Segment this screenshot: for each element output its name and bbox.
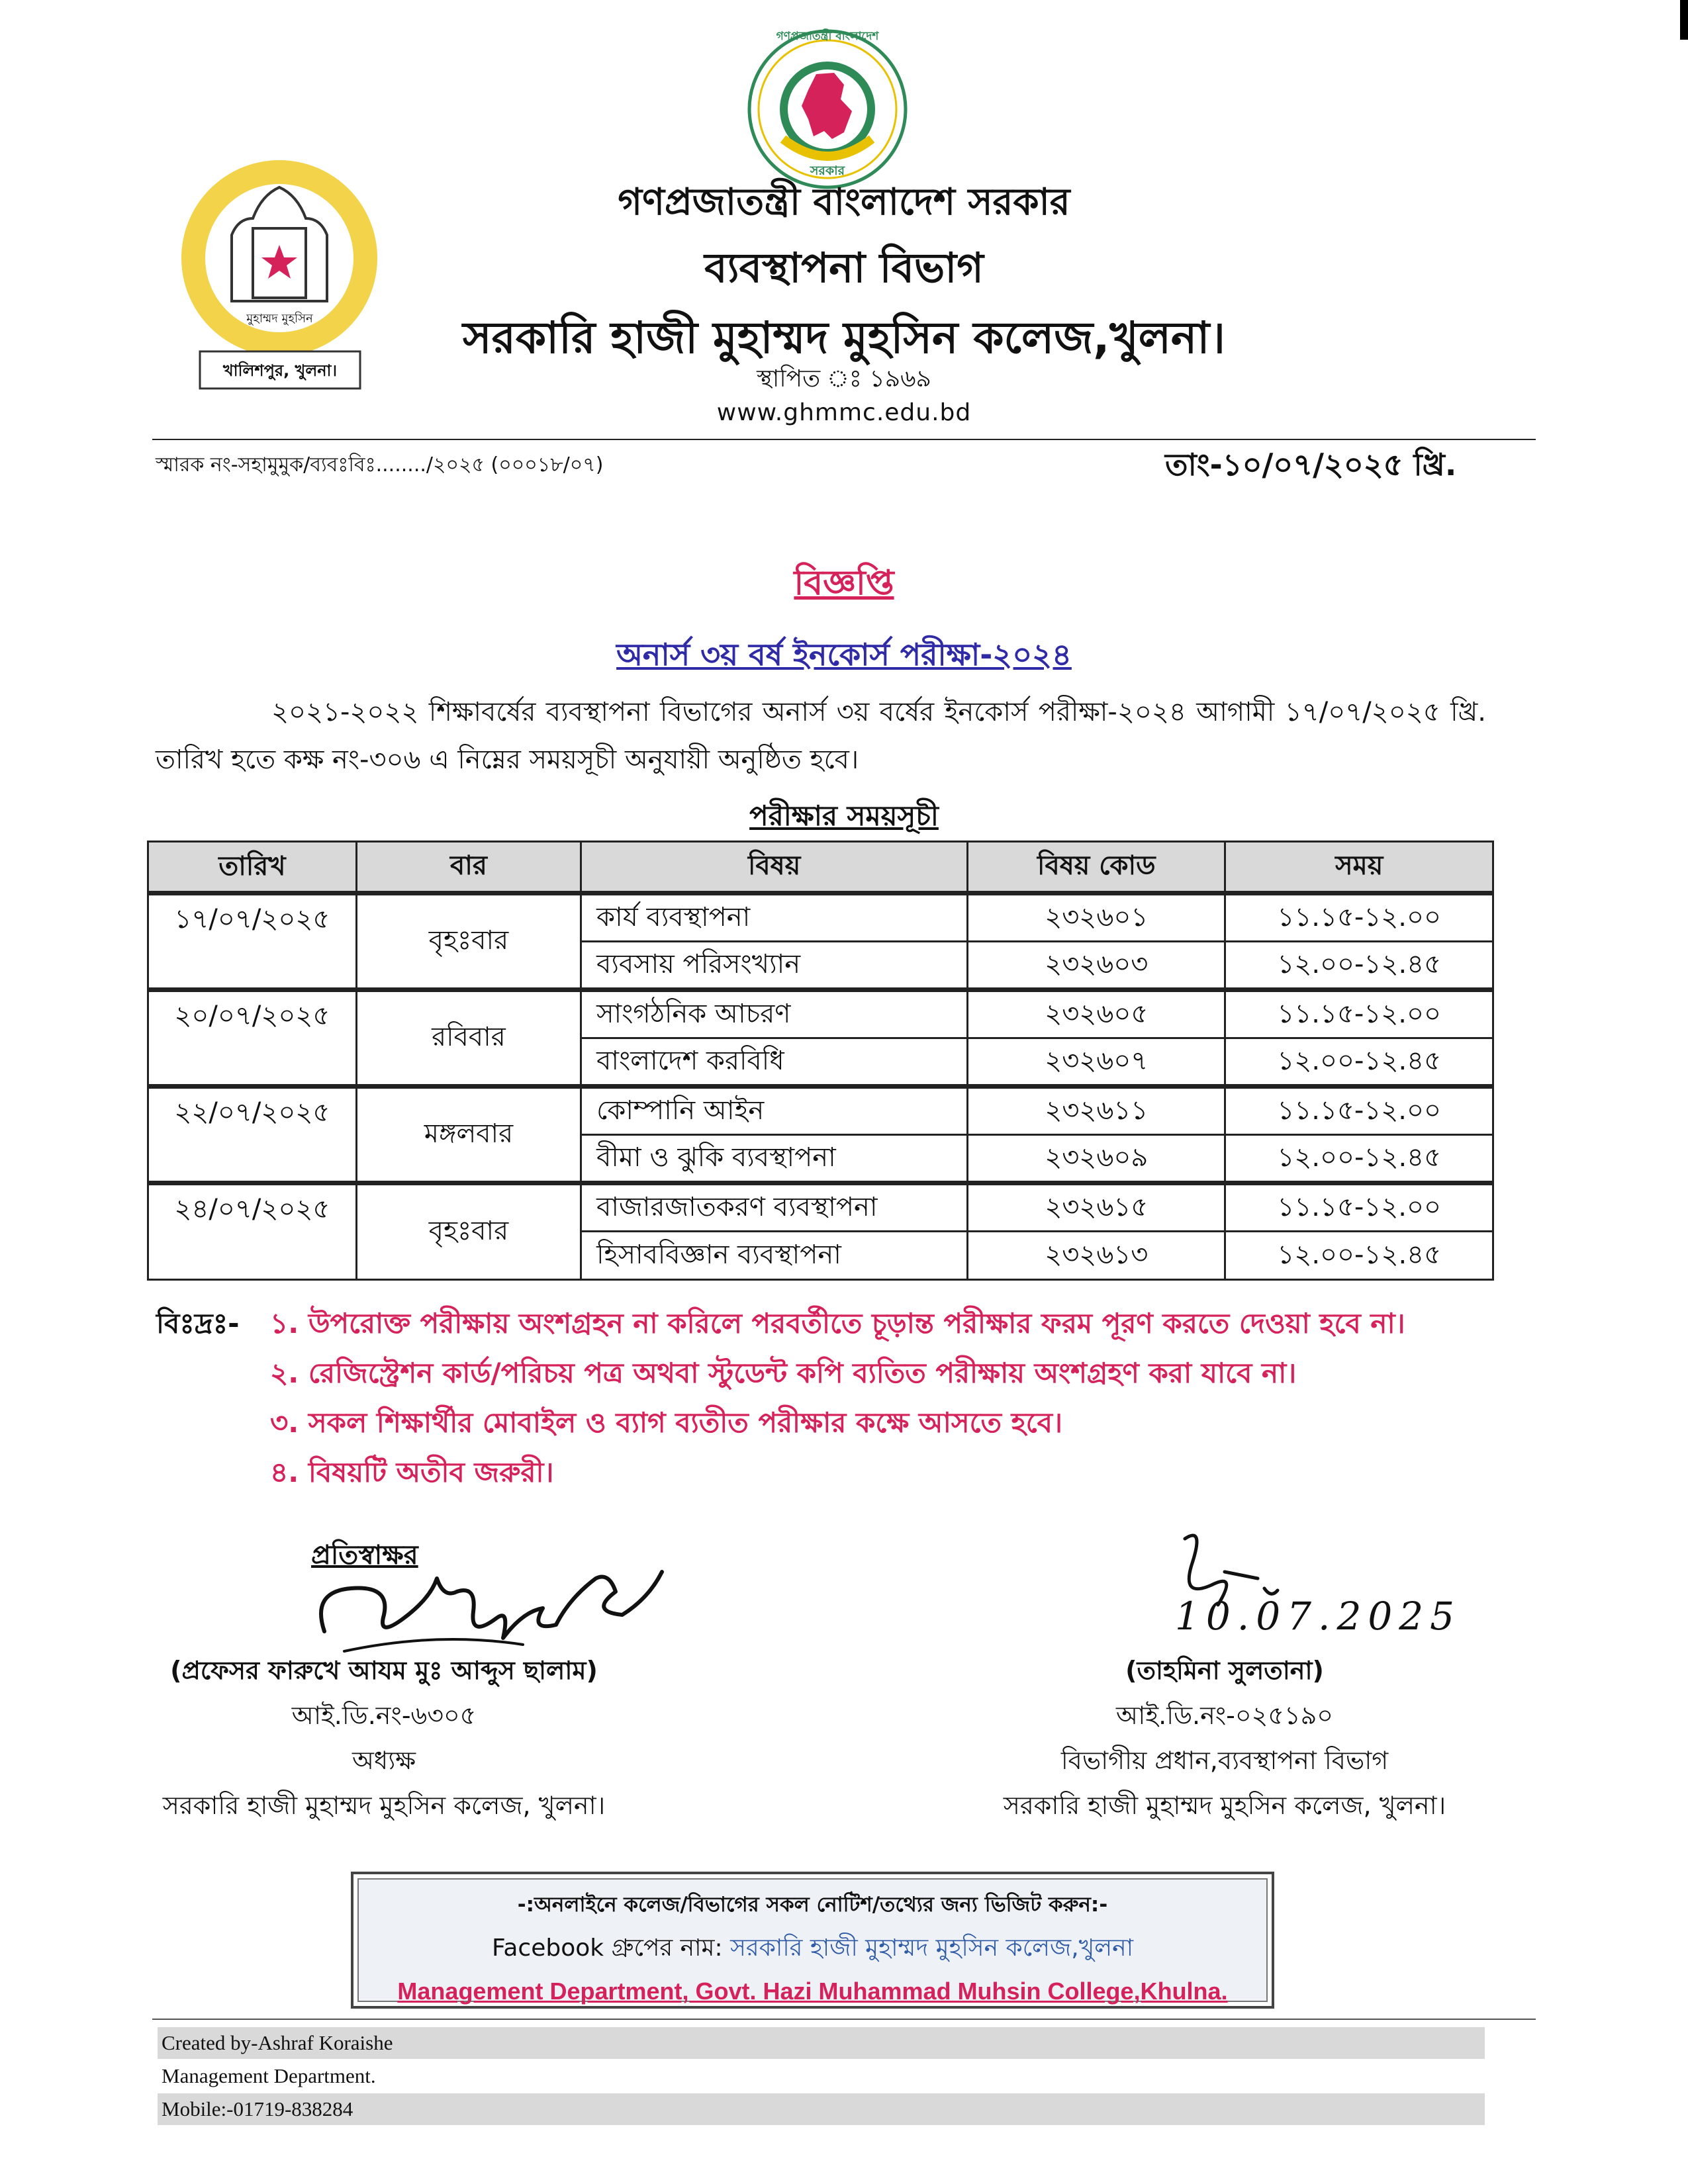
table-row <box>148 1087 1493 1135</box>
table-row <box>148 1183 1493 1232</box>
principal-college: সরকারি হাজী মুহাম্মদ মুহসিন কলেজ, খুলনা। <box>162 1791 606 1820</box>
facebook-label: Facebook গ্রুপের নাম: <box>491 1934 723 1962</box>
exam-date: ২০/০৭/২০২৫ <box>148 990 357 1087</box>
head-id: আই.ডি.নং-০২৫১৯০ <box>1116 1701 1333 1730</box>
exam-date: ২২/০৭/২০২৫ <box>148 1087 357 1183</box>
notice-subtitle: অনার্স ৩য় বর্ষ ইনকোর্স পরীক্ষা-২০২৪ <box>616 637 1072 672</box>
exam-time: ১১.১৫-১২.০০ <box>1225 1183 1493 1232</box>
issue-date: তাং-১০/০৭/২০২৫ খ্রি. <box>1165 447 1457 482</box>
header-date: তারিখ <box>148 842 357 893</box>
college-name: সরকারি হাজী মুহাম্মদ মুহসিন কলেজ,খুলনা। <box>462 312 1226 363</box>
exam-subject: কার্য ব্যবস্থাপনা <box>581 893 968 942</box>
header-subject: বিষয় <box>581 842 968 893</box>
head-signature-block <box>966 1648 1483 1828</box>
countersign-label: প্রতিস্বাক্ষর <box>311 1540 418 1570</box>
facebook-line <box>359 1923 1266 1970</box>
college-logo-place: খালিশপুর, খুলনা। <box>222 361 338 380</box>
exam-date: ২৪/০৭/২০২৫ <box>148 1183 357 1280</box>
note-item: ৩. সকল শিক্ষার্থীর মোবাইল ও ব্যাগ ব্যতীত পরীক্ষার কক্ষে আসতে হবে। <box>270 1406 1062 1439</box>
credit-department: Management Department. <box>162 2064 376 2087</box>
notice-title: বিজ্ঞপ্তি <box>794 563 894 603</box>
exam-date: ১৭/০৭/২০২৫ <box>148 893 357 990</box>
note-item: ৪. বিষয়টি অতীব জরুরী। <box>270 1456 554 1488</box>
memo-number: স্মারক নং-সহামুমুক/ব্যবঃবিঃ......../২০২৫ (০০০১৮/০৭) <box>156 453 604 477</box>
facebook-group-link[interactable]: Management Department, Govt. Hazi Muhammad Muhsin College,Khulna. <box>397 1978 1228 2005</box>
college-logo-inner-name: মুহাম্মদ মুহসিন <box>246 312 313 326</box>
credit-mobile: Mobile:-01719-838284 <box>158 2093 1485 2125</box>
head-college: সরকারি হাজী মুহাম্মদ মুহসিন কলেজ, খুলনা। <box>1003 1791 1446 1820</box>
exam-code: ২৩২৬০৯ <box>968 1135 1225 1183</box>
principal-signature-block <box>119 1648 649 1828</box>
exam-time: ১২.০০-১২.৪৫ <box>1225 1038 1493 1087</box>
table-header-row <box>148 842 1493 893</box>
schedule-title: পরীক্ষার সময়সূচী <box>749 799 939 832</box>
header-day: বার <box>356 842 581 893</box>
online-info-inner <box>357 1878 1268 2005</box>
principal-title: অধ্যক্ষ <box>352 1746 416 1775</box>
exam-time: ১১.১৫-১২.০০ <box>1225 990 1493 1038</box>
exam-subject: বাংলাদেশ করবিধি <box>581 1038 968 1087</box>
scan-edge-mark <box>1680 0 1688 40</box>
exam-subject: বাজারজাতকরণ ব্যবস্থাপনা <box>581 1183 968 1232</box>
header-divider <box>152 439 1536 440</box>
exam-time: ১২.০০-১২.৪৫ <box>1225 1232 1493 1280</box>
notes-label: বিঃদ্রঃ- <box>156 1307 240 1340</box>
table-row <box>148 893 1493 942</box>
exam-subject: ব্যবসায় পরিসংখ্যান <box>581 942 968 990</box>
notice-body: ২০২১-২০২২ শিক্ষাবর্ষের ব্যবস্থাপনা বিভাগের অনার্স ৩য় বর্ষের ইনকোর্স পরীক্ষা-২০২৪ আগামী ১৭/০৭/২০২৫ খ্রি. তারিখ হতে কক্ষ নং-৩০৬ এ নিম্নের সময়সূচী অনুযায়ী অনুষ্ঠিত হবে। <box>156 697 1486 775</box>
college-website: www.ghmmc.edu.bd <box>716 399 972 426</box>
header-code: বিষয় কোড <box>968 842 1225 893</box>
head-name: (তাহমিনা সুলতানা) <box>1125 1656 1324 1685</box>
facebook-page-name: সরকারি হাজী মুহাম্মদ মুহসিন কলেজ,খুলনা <box>730 1934 1134 1962</box>
head-title: বিভাগীয় প্রধান,ব্যবস্থাপনা বিভাগ <box>1060 1746 1389 1775</box>
table-row <box>148 990 1493 1038</box>
exam-code: ২৩২৬১১ <box>968 1087 1225 1135</box>
exam-time: ১২.০০-১২.৪৫ <box>1225 1135 1493 1183</box>
seal-bottom-text: সরকার <box>810 163 845 178</box>
exam-subject: কোম্পানি আইন <box>581 1087 968 1135</box>
seal-top-text: গণপ্রজাতন্ত্রী বাংলাদেশ <box>776 30 879 43</box>
header-time: সময় <box>1225 842 1493 893</box>
footer-divider <box>152 2019 1536 2020</box>
exam-subject: সাংগঠনিক আচরণ <box>581 990 968 1038</box>
exam-day: রবিবার <box>356 990 581 1087</box>
exam-code: ২৩২৬১৫ <box>968 1183 1225 1232</box>
exam-code: ২৩২৬০১ <box>968 893 1225 942</box>
exam-subject: বীমা ও ঝুকি ব্যবস্থাপনা <box>581 1135 968 1183</box>
note-item: ১. উপরোক্ত পরীক্ষায় অংশগ্রহন না করিলে পরবর্তীতে চূড়ান্ত পরীক্ষার ফরম পূরণ করতে দেওয়া হবে না। <box>270 1307 1405 1340</box>
exam-code: ২৩২৬০৭ <box>968 1038 1225 1087</box>
online-info-box <box>351 1872 1274 2009</box>
exam-time: ১১.১৫-১২.০০ <box>1225 893 1493 942</box>
exam-day: মঙ্গলবার <box>356 1087 581 1183</box>
established-year: স্থাপিত ঃ ১৯৬৯ <box>757 365 931 392</box>
principal-id: আই.ডি.নং-৬৩০৫ <box>291 1701 477 1730</box>
exam-subject: হিসাববিজ্ঞান ব্যবস্থাপনা <box>581 1232 968 1280</box>
head-signature-date: 10.07.2025 <box>1175 1594 1462 1639</box>
principal-name: (প্রফেসর ফারুখে আযম মুঃ আব্দুস ছালাম) <box>170 1656 598 1685</box>
online-info-heading: -:অনলাইনে কলেজ/বিভাগের সকল নোটিশ/তথ্যের জন্য ভিজিট করুন:- <box>517 1893 1108 1917</box>
exam-time: ১১.১৫-১২.০০ <box>1225 1087 1493 1135</box>
department-name: ব্যবস্থাপনা বিভাগ <box>704 244 984 292</box>
exam-day: বৃহঃবার <box>356 1183 581 1280</box>
exam-code: ২৩২৬০৫ <box>968 990 1225 1038</box>
credit-created-by: Created by-Ashraf Koraishe <box>158 2027 1485 2059</box>
note-item: ২. রেজিস্ট্রেশন কার্ড/পরিচয় পত্র অথবা স্টুডেন্ট কপি ব্যতিত পরীক্ষায় অংশগ্রহণ করা যাবে না। <box>270 1357 1297 1389</box>
exam-day: বৃহঃবার <box>356 893 581 990</box>
exam-time: ১২.০০-১২.৪৫ <box>1225 942 1493 990</box>
exam-code: ২৩২৬০৩ <box>968 942 1225 990</box>
exam-schedule-table <box>147 841 1494 1281</box>
government-name: গণপ্রজাতন্ত্রী বাংলাদেশ সরকার <box>618 181 1070 224</box>
exam-code: ২৩২৬১৩ <box>968 1232 1225 1280</box>
